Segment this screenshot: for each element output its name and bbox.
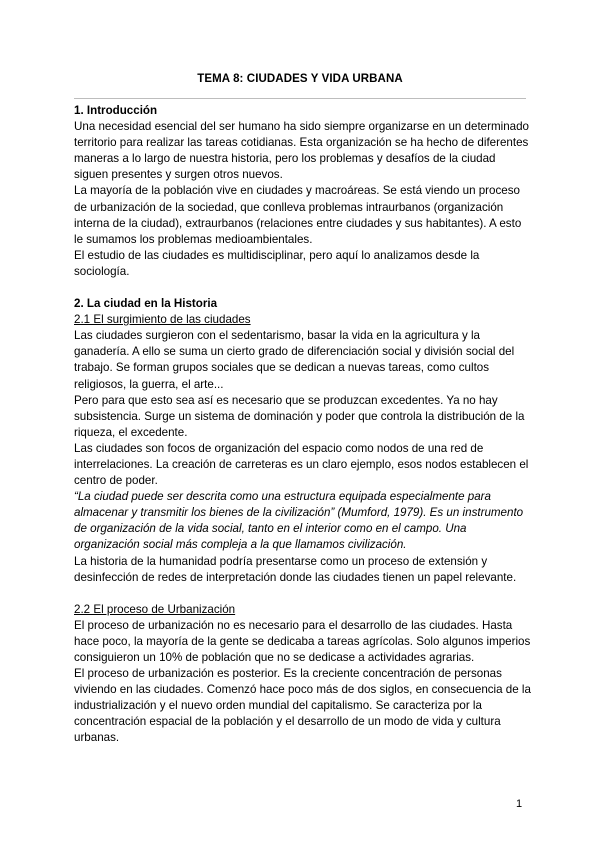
paragraph: Una necesidad esencial del ser humano ha sido siempre organizarse en un determinado territorio para realizar las tareas cotidianas. Esta organización se ha hecho de diferentes maneras a lo largo de nuestra historia, pero los problemas y desafíos de la ciudad siguen presentes y surgen otros nuevos. xyxy=(74,120,530,182)
paragraph: La mayoría de la población vive en ciudades y macroáreas. Se está viendo un proceso de urbanización de la sociedad, que conlleva problemas intraurbanos (organización interna de la ciudad), extraurbanos (relaciones entre ciudades y sus habitantes). A esto le sumamos los problemas medioambientales. xyxy=(74,184,522,246)
page-number: 1 xyxy=(516,798,523,810)
document-title: TEMA 8: CIUDADES Y VIDA URBANA xyxy=(197,73,403,85)
subsection-heading-urbanizacion: 2.2 El proceso de Urbanización xyxy=(74,602,236,616)
spacer xyxy=(74,586,532,602)
paragraph: Pero para que esto sea así es necesario que se produzcan excedentes. Ya no hay subsistencia. Surge un sistema de dominación y poder que controla la distribución de la riqueza, el excedente. xyxy=(74,393,525,439)
paragraph: Las ciudades son focos de organización del espacio como nodos de una red de interrelaciones. La creación de carreteras es un claro ejemplo, esos nodos establecen el centro de poder. xyxy=(74,441,529,488)
section-heading-introduccion: 1. Introducción xyxy=(74,104,158,117)
paragraph: El proceso de urbanización es posterior. Es la creciente concentración de personas viviendo en las ciudades. Comenzó hace poco más de dos siglos, en consecuencia de la industrialización y el nuevo orden mundial del capitalismo. Se caracteriza por la concentración espacial de la población y el desarrollo de un modo de vida y cultura urbanas. xyxy=(74,667,531,745)
subsection-heading-surgimiento: 2.1 El surgimiento de las ciudades xyxy=(74,313,251,327)
paragraph: Las ciudades surgieron con el sedentarismo, basar la vida en la agricultura y la ganadería. A ello se suma un cierto grado de diferenciación social y división social del trabajo. Se forman grupos sociales que se dedican a nuevas tareas, como cultos religiosos, la guerra, el arte... xyxy=(74,329,515,391)
paragraph: El proceso de urbanización no es necesario para el desarrollo de las ciudades. Hasta hace poco, la mayoría de la gente se dedicaba a tareas agrícolas. Solo algunos imperios consiguieron un 10% de población que no se dedicase a actividades agrarias. xyxy=(74,618,531,664)
quote-mumford: “La ciudad puede ser descrita como una estructura equipada especialmente para almacenar y transmitir los bienes de la civilización” (Mumford, 1979). Es un instrumento de organización de la vida social, tanto en el interior como en el campo. Una organización social más compleja a la que llamamos civilización. xyxy=(74,490,524,552)
spacer xyxy=(74,280,532,296)
paragraph: El estudio de las ciudades es multidisciplinar, pero aquí lo analizamos desde la sociología. xyxy=(74,248,480,278)
title-divider xyxy=(74,98,526,99)
section-heading-historia: 2. La ciudad en la Historia xyxy=(74,297,218,311)
paragraph: La historia de la humanidad podría presentarse como un proceso de extensión y desinfección de redes de interpretación donde las ciudades tienen un papel relevante. xyxy=(74,554,517,584)
document-body xyxy=(74,103,532,747)
